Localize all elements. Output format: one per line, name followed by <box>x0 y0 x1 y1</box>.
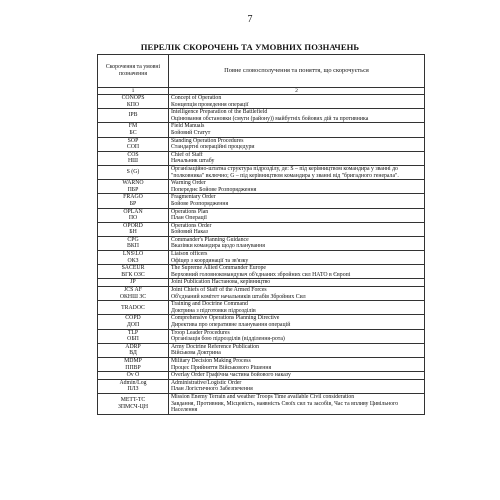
abbreviation-cell <box>98 222 169 236</box>
table-row <box>98 137 425 151</box>
abbreviation-text: ADRP <box>125 343 141 350</box>
description-text: Joint Chiefs of Staff of the Armed Forces <box>171 287 267 294</box>
description-text: Field Manuals <box>171 123 205 130</box>
table-row <box>98 109 425 123</box>
description-text: Concept of Operation <box>171 95 222 101</box>
abbreviation-text: ВГК ОЗС <box>121 271 145 278</box>
description-text: Warning Order <box>171 180 206 187</box>
abbreviation-cell <box>98 137 169 151</box>
description-text: Офіцер з координації та зв'язку <box>171 257 249 264</box>
description-text: Training and Doctrine Command <box>171 301 248 308</box>
description-text: Administrative/Logistic Order <box>171 379 242 386</box>
description-text: Бойове Розпорядження <box>171 200 229 207</box>
abbreviation-text: MDMP <box>124 357 142 364</box>
description-text: Operations Plan <box>171 208 209 215</box>
abbreviation-text: БР <box>129 200 137 207</box>
description-text: Troop Leader Procedures <box>171 329 230 336</box>
abbreviation-text: ВКП <box>127 243 139 250</box>
abbreviation-text: ПБР <box>127 186 139 193</box>
table-header-row <box>98 55 425 88</box>
table-row <box>98 95 425 109</box>
table-row <box>98 315 425 329</box>
description-text: Попереднє Бойове Розпорядження <box>171 186 257 193</box>
description-cell <box>169 151 425 165</box>
description-cell <box>169 95 425 109</box>
description-text: Бойовий Наказ <box>171 229 208 236</box>
abbreviation-cell <box>98 379 169 393</box>
description-text: Бойовий Статут <box>171 129 211 136</box>
abbreviation-text: ОКЗ <box>127 257 139 264</box>
abbreviation-cell <box>98 236 169 250</box>
description-cell <box>169 315 425 329</box>
table-row <box>98 123 425 137</box>
description-cell <box>169 301 425 315</box>
table-row <box>98 222 425 236</box>
description-text: Overlay Order Графічна частина бойового наказу <box>171 372 291 379</box>
description-cell <box>169 357 425 371</box>
description-cell <box>169 222 425 236</box>
abbreviation-text: НШ <box>127 158 139 165</box>
table-row <box>98 393 425 414</box>
description-text: Intelligence Preparation of the Battlefield <box>171 109 268 116</box>
abbreviation-text: S (G) <box>126 169 140 176</box>
abbreviation-cell <box>98 343 169 357</box>
table-row <box>98 372 425 380</box>
description-text: Військова Доктрина <box>171 350 221 357</box>
abbreviation-text: COS <box>127 151 139 158</box>
description-cell <box>169 123 425 137</box>
abbreviation-text: OPLAN <box>123 208 143 215</box>
description-text: Mission Enemy Terrain and weather Troops Time available Civil consideration <box>171 393 355 400</box>
description-text: Standing Operation Procedures <box>171 137 244 144</box>
header-full-term: Повне словосполучення та поняття, що скорочується <box>169 55 425 88</box>
description-text: Comprehensive Operations Planning Directive <box>171 315 280 322</box>
abbreviation-cell <box>98 393 169 414</box>
table-row <box>98 287 425 301</box>
description-text: Директива про оперативне планування операцій <box>171 322 291 328</box>
description-text: Commander's Planning Guidance <box>171 236 249 243</box>
description-cell <box>169 343 425 357</box>
abbreviation-text: ВД <box>129 350 137 357</box>
abbreviation-cell <box>98 357 169 371</box>
table-row <box>98 151 425 165</box>
abbreviation-cell <box>98 180 169 194</box>
abbreviation-cell <box>98 208 169 222</box>
column-number-row <box>98 88 425 95</box>
abbreviation-cell <box>98 194 169 208</box>
abbreviation-cell <box>98 165 169 179</box>
abbreviation-text: WARNO <box>122 180 144 187</box>
abbreviation-text: SOP <box>127 137 139 144</box>
abbreviation-text: JCS AF <box>124 287 142 294</box>
header-abbreviation: Скорочення та умовні позначення <box>98 55 169 88</box>
table-row <box>98 329 425 343</box>
abbreviation-cell <box>98 315 169 329</box>
table-row <box>98 343 425 357</box>
description-text: Operations Order <box>171 222 212 229</box>
description-text: Вказівки командира щодо планування <box>171 243 265 250</box>
description-text: Концепція проведення операції <box>171 101 249 108</box>
description-text: Оцінювання обстановки (смуги (району)) майбутніх бойових дій та противника <box>171 115 369 122</box>
description-cell <box>169 287 425 301</box>
description-text: План Операції <box>171 215 207 222</box>
table-row <box>98 180 425 194</box>
description-cell <box>169 109 425 123</box>
table-row <box>98 208 425 222</box>
abbreviation-cell <box>98 95 169 109</box>
description-text: Доктрина з підготовки підрозділів <box>171 307 256 314</box>
table-row <box>98 236 425 250</box>
abbreviation-cell <box>98 329 169 343</box>
abbreviation-cell <box>98 251 169 265</box>
table-row <box>98 301 425 315</box>
description-text: Army Doctrine Reference Publication <box>171 343 260 350</box>
abbreviation-cell <box>98 279 169 287</box>
table-row <box>98 279 425 287</box>
abbreviation-text: FM <box>128 123 138 130</box>
abbreviation-text: Ov O <box>126 372 140 379</box>
table-row <box>98 165 425 179</box>
abbreviation-cell <box>98 265 169 279</box>
abbreviation-text: БН <box>129 229 137 236</box>
description-cell <box>169 208 425 222</box>
abbreviation-cell <box>98 123 169 137</box>
description-cell <box>169 379 425 393</box>
abbreviation-text: ЗПМСЧ-ЦН <box>117 403 149 410</box>
table-row <box>98 357 425 371</box>
description-text: The Supreme Allied Commander Europe <box>171 265 266 272</box>
description-text: Завдання, Противник, Місцевість, наявність Своїх сил та засобів, Час та впливу Цивільного Населення <box>171 400 399 414</box>
description-text: Joint Publication Настанова, керівництво <box>171 279 271 286</box>
description-text: Chief of Staff <box>171 151 203 158</box>
abbreviation-text: ОБП <box>127 336 139 343</box>
abbreviation-text: ПЛЗ <box>127 386 139 393</box>
description-text: Стандартні операційні процедури <box>171 144 255 151</box>
abbreviation-text: КПО <box>126 101 140 108</box>
table-body <box>98 95 425 415</box>
page-number: 7 <box>247 14 253 25</box>
abbreviation-text: FRAGO <box>123 194 143 201</box>
column-number-1: 1 <box>98 88 169 95</box>
description-cell <box>169 279 425 287</box>
abbreviation-text: OPORD <box>123 222 143 229</box>
table-row <box>98 251 425 265</box>
abbreviation-text: METT-TC <box>120 397 146 404</box>
abbreviation-text: ППВР <box>125 364 141 371</box>
abbreviation-cell <box>98 372 169 380</box>
abbreviation-text: CPG <box>127 236 139 243</box>
abbreviation-text: COPD <box>125 315 141 322</box>
description-cell <box>169 194 425 208</box>
abbreviation-text: CONOPS <box>121 95 145 101</box>
description-cell <box>169 236 425 250</box>
abbreviation-cell <box>98 151 169 165</box>
description-cell <box>169 265 425 279</box>
description-text: План Логістичного Забезпечення <box>171 386 253 393</box>
abbreviation-text: ПО <box>128 215 138 222</box>
abbreviation-text: LNS\LO <box>122 251 144 258</box>
abbreviation-text: IPB <box>128 112 138 119</box>
table-row <box>98 194 425 208</box>
description-cell <box>169 137 425 151</box>
abbreviation-text: TRADOC <box>121 304 145 311</box>
description-text: Military Decision Making Process <box>171 357 251 364</box>
description-text: Процес Прийняття Військового Рішення <box>171 364 272 371</box>
description-cell <box>169 165 425 179</box>
table-row <box>98 379 425 393</box>
abbreviation-text: ДОП <box>126 322 140 328</box>
description-cell <box>169 393 425 414</box>
description-text: Liaison officers <box>171 251 208 258</box>
abbreviation-cell <box>98 287 169 301</box>
description-text: Організаційно-штатна структура підрозділу, де: S – під керівництвом командира у званні до "полковника" включно; G – під керівництвом командира у званні від "бригадного генерала". <box>171 165 399 179</box>
abbreviation-text: ОКНШ ЗС <box>119 293 147 300</box>
page-title: ПЕРЕЛІК СКОРОЧЕНЬ ТА УМОВНИХ ПОЗНАЧЕНЬ <box>140 42 360 52</box>
abbreviation-text: БС <box>129 129 137 136</box>
description-cell <box>169 329 425 343</box>
description-text: Організація бою підрозділів (відділення-рота) <box>171 336 285 343</box>
description-cell <box>169 372 425 380</box>
abbreviation-text: TLP <box>127 329 139 336</box>
description-text: Об'єднаний комітет начальників штабів Збройних Сил <box>171 293 306 300</box>
abbreviation-text: Admin/Log <box>119 379 147 386</box>
description-text: Fragmentary Order <box>171 194 216 201</box>
description-text: Начальник штабу <box>171 158 215 165</box>
abbreviation-cell <box>98 109 169 123</box>
abbreviation-text: SACEUR <box>121 265 145 272</box>
table-row <box>98 265 425 279</box>
description-cell <box>169 180 425 194</box>
description-text: Верховний головнокомандувач об'єднаних збройних сил НАТО в Європі <box>171 271 351 278</box>
abbreviation-text: СОП <box>126 144 140 151</box>
column-number-2: 2 <box>169 88 425 95</box>
abbreviation-text: JP <box>130 279 136 286</box>
description-cell <box>169 251 425 265</box>
abbreviations-table <box>97 54 425 415</box>
abbreviation-cell <box>98 301 169 315</box>
